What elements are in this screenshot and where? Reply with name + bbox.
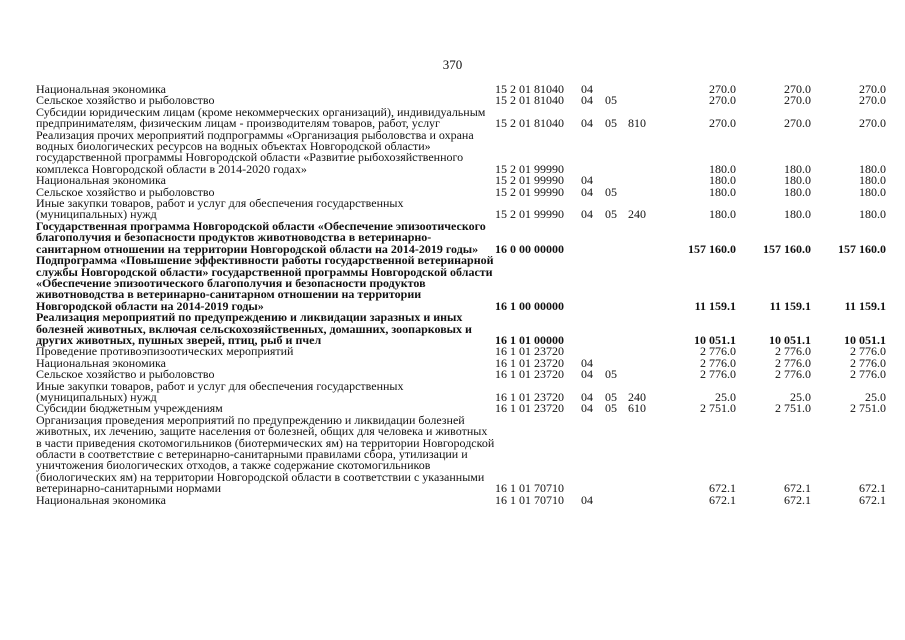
expense-type-code: 610 bbox=[628, 401, 646, 416]
amount-year-2: 2 751.0 bbox=[775, 401, 811, 416]
amount-year-3: 10 051.1 bbox=[844, 332, 886, 347]
subsection-code: 05 bbox=[605, 207, 617, 222]
subsection-code: 05 bbox=[605, 401, 617, 416]
amount-year-2: 672.1 bbox=[784, 481, 811, 496]
amount-year-2: 10 051.1 bbox=[769, 332, 811, 347]
row-name: Реализация прочих мероприятий подпрограммы «Организация рыболовства и охрана водных биологических ресурсов на водных объектах Новгородской области» государственной программы Новгородской области «Развитие рыбохозяйственного комплекса Новгородской области в 2014-2020 годах» bbox=[36, 127, 474, 176]
section-code: 04 bbox=[581, 173, 593, 188]
section-code bbox=[581, 221, 605, 255]
amount-year-2: 180.0 bbox=[784, 173, 811, 188]
table-row bbox=[36, 495, 886, 506]
amount-year-1: 11 159.1 bbox=[694, 298, 736, 313]
amount-year-1: 672.1 bbox=[709, 481, 736, 496]
amount-year-3: 11 159.1 bbox=[844, 298, 886, 313]
expense-type-code bbox=[628, 221, 661, 255]
amount-year-2: 180.0 bbox=[784, 161, 811, 176]
row-name: Национальная экономика bbox=[36, 173, 166, 188]
amount-year-3: 180.0 bbox=[859, 207, 886, 222]
table-row bbox=[36, 415, 886, 495]
section-code: 04 bbox=[581, 184, 593, 199]
row-name: Национальная экономика bbox=[36, 355, 166, 370]
section-code: 04 bbox=[581, 116, 593, 131]
subsection-code bbox=[605, 312, 628, 346]
amount-year-3: 2 776.0 bbox=[850, 367, 886, 382]
table-row bbox=[36, 130, 886, 176]
amount-year-1: 2 776.0 bbox=[700, 344, 736, 359]
amount-year-1: 180.0 bbox=[709, 161, 736, 176]
amount-year-1: 2 751.0 bbox=[700, 401, 736, 416]
expense-type-code: 240 bbox=[628, 389, 646, 404]
amount-year-2: 11 159.1 bbox=[769, 298, 811, 313]
row-name: Реализация мероприятий по предупреждению и ликвидации заразных и иных болезней животных, включая сельскохозяйственных, домашних, зоопарковых и других животных, пушных зверей, птиц, рыб и пчел bbox=[36, 310, 472, 347]
expense-type-code bbox=[628, 358, 661, 369]
row-name: Субсидии юридическим лицам (кроме некоммерческих организаций), индивидуальным предпринимателям, физическим лицам - производителям товаров, работ, услуг bbox=[36, 104, 486, 131]
amount-year-2: 180.0 bbox=[784, 184, 811, 199]
section-code: 04 bbox=[581, 355, 593, 370]
amount-year-2: 2 776.0 bbox=[775, 355, 811, 370]
target-article-code: 15 2 01 99990 bbox=[495, 207, 564, 222]
row-name: Сельское хозяйство и рыболовство bbox=[36, 93, 215, 108]
table-row bbox=[36, 255, 886, 312]
amount-year-3: 672.1 bbox=[859, 492, 886, 507]
target-article-code: 15 2 01 81040 bbox=[495, 116, 564, 131]
row-name: Иные закупки товаров, работ и услуг для обеспечения государственных (муниципальных) нужд bbox=[36, 196, 404, 222]
table-row bbox=[36, 198, 886, 221]
expense-type-code bbox=[628, 255, 661, 312]
target-article-code: 16 1 01 23720 bbox=[495, 344, 564, 359]
amount-year-3: 270.0 bbox=[859, 82, 886, 96]
amount-year-1: 270.0 bbox=[709, 82, 736, 96]
amount-year-1: 270.0 bbox=[709, 116, 736, 131]
expense-type-code bbox=[628, 495, 661, 506]
amount-year-3: 180.0 bbox=[859, 173, 886, 188]
amount-year-1: 270.0 bbox=[709, 93, 736, 108]
amount-year-3: 180.0 bbox=[859, 161, 886, 176]
row-name: Подпрограмма «Повышение эффективности работы государственной ветеринарной службы Новгородской области» государственной программы Новгородской области «Обеспечение эпизоотического благополучия и безопасности продуктов животноводства в ветеринарно-санитарном отношении на территории Новгородской области на 2014-2019 годы» bbox=[36, 253, 494, 313]
section-code: 04 bbox=[581, 207, 593, 222]
amount-year-3: 2 776.0 bbox=[850, 355, 886, 370]
target-article-code: 16 1 01 70710 bbox=[495, 481, 564, 496]
amount-year-2: 180.0 bbox=[784, 207, 811, 222]
subsection-code bbox=[605, 255, 628, 312]
row-name: Сельское хозяйство и рыболовство bbox=[36, 184, 215, 199]
section-code: 04 bbox=[581, 367, 593, 382]
section-code: 04 bbox=[581, 401, 593, 416]
target-article-code: 15 2 01 81040 bbox=[495, 82, 564, 96]
subsection-code: 05 bbox=[605, 184, 617, 199]
expense-type-code bbox=[628, 346, 661, 357]
row-name: Государственная программа Новгородской области «Обеспечение эпизоотического благополучия и безопасности продуктов животноводства в ветеринарно-санитарном отношении на территории Новгородской области на 2014-2019 годы» bbox=[36, 218, 486, 256]
amount-year-2: 25.0 bbox=[790, 389, 811, 404]
amount-year-1: 672.1 bbox=[709, 492, 736, 507]
amount-year-1: 25.0 bbox=[715, 389, 736, 404]
table-row bbox=[36, 221, 886, 255]
amount-year-3: 2 751.0 bbox=[850, 401, 886, 416]
target-article-code: 16 0 00 00000 bbox=[495, 241, 564, 256]
amount-year-1: 157 160.0 bbox=[688, 241, 736, 256]
subsection-code bbox=[605, 415, 628, 495]
section-code bbox=[581, 130, 605, 176]
expense-type-code: 240 bbox=[628, 207, 646, 222]
subsection-code: 05 bbox=[605, 93, 617, 108]
target-article-code: 16 1 01 23720 bbox=[495, 401, 564, 416]
amount-year-1: 2 776.0 bbox=[700, 367, 736, 382]
section-code: 04 bbox=[581, 492, 593, 507]
expense-type-code bbox=[628, 95, 661, 106]
expense-type-code bbox=[628, 415, 661, 495]
amount-year-2: 157 160.0 bbox=[763, 241, 811, 256]
target-article-code: 15 2 01 99990 bbox=[495, 161, 564, 176]
row-name: Национальная экономика bbox=[36, 492, 166, 507]
expense-type-code bbox=[628, 175, 661, 186]
row-name: Проведение противоэпизоотических мероприятий bbox=[36, 344, 294, 359]
table-row bbox=[36, 381, 886, 404]
expense-type-code bbox=[628, 187, 661, 198]
target-article-code: 15 2 01 99990 bbox=[495, 173, 564, 188]
amount-year-3: 25.0 bbox=[865, 389, 886, 404]
target-article-code: 16 1 01 23720 bbox=[495, 355, 564, 370]
amount-year-2: 2 776.0 bbox=[775, 367, 811, 382]
amount-year-1: 180.0 bbox=[709, 173, 736, 188]
subsection-code: 05 bbox=[605, 116, 617, 131]
target-article-code: 16 1 01 23720 bbox=[495, 367, 564, 382]
target-article-code: 16 1 01 00000 bbox=[495, 332, 564, 347]
section-code bbox=[581, 415, 605, 495]
section-code: 04 bbox=[581, 389, 593, 404]
amount-year-1: 2 776.0 bbox=[700, 355, 736, 370]
row-name: Национальная экономика bbox=[36, 82, 166, 96]
amount-year-3: 180.0 bbox=[859, 184, 886, 199]
expense-type-code bbox=[628, 130, 661, 176]
budget-table bbox=[36, 84, 886, 506]
expense-type-code: 810 bbox=[628, 116, 646, 131]
section-code: 04 bbox=[581, 82, 593, 96]
target-article-code: 15 2 01 81040 bbox=[495, 93, 564, 108]
amount-year-2: 2 776.0 bbox=[775, 344, 811, 359]
expense-type-code bbox=[628, 84, 661, 95]
subsection-code bbox=[605, 495, 628, 506]
amount-year-1: 180.0 bbox=[709, 207, 736, 222]
row-name: Иные закупки товаров, работ и услуг для обеспечения государственных (муниципальных) нужд bbox=[36, 378, 404, 404]
amount-year-1: 10 051.1 bbox=[694, 332, 736, 347]
subsection-code: 05 bbox=[605, 367, 617, 382]
target-article-code: 15 2 01 99990 bbox=[495, 184, 564, 199]
target-article-code: 16 1 01 23720 bbox=[495, 389, 564, 404]
amount-year-2: 672.1 bbox=[784, 492, 811, 507]
amount-year-1: 180.0 bbox=[709, 184, 736, 199]
page-number: 370 bbox=[442, 57, 463, 72]
table-row bbox=[36, 107, 886, 130]
amount-year-3: 2 776.0 bbox=[850, 344, 886, 359]
row-name: Организация проведения мероприятий по предупреждению и ликвидации болезней животных, их лечению, защите населения от болезней, общих для человека и животных в части приведения скотомогильников (биотермических ям) на территории Новгородской области в соответствие с ветеринарно-санитарными правилами сбора, утилизации и уничтожения биологических отходов, а также содержание скотомогильников (биологических ям) на территории Новгородской области в соответствии с указанными ветеринарно-санитарными нормами bbox=[36, 412, 495, 496]
amount-year-3: 157 160.0 bbox=[838, 241, 886, 256]
subsection-code bbox=[605, 130, 628, 176]
table-body bbox=[36, 84, 886, 506]
amount-year-3: 270.0 bbox=[859, 116, 886, 131]
expense-type-code bbox=[628, 312, 661, 346]
section-code bbox=[581, 255, 605, 312]
target-article-code: 16 1 01 70710 bbox=[495, 492, 564, 507]
target-article-code: 16 1 00 00000 bbox=[495, 298, 564, 313]
subsection-code bbox=[605, 221, 628, 255]
section-code: 04 bbox=[581, 93, 593, 108]
amount-year-3: 672.1 bbox=[859, 481, 886, 496]
subsection-code: 05 bbox=[605, 389, 617, 404]
row-name: Сельское хозяйство и рыболовство bbox=[36, 367, 215, 382]
row-name: Субсидии бюджетным учреждениям bbox=[36, 401, 223, 416]
section-code bbox=[581, 312, 605, 346]
table-row bbox=[36, 312, 886, 346]
amount-year-2: 270.0 bbox=[784, 116, 811, 131]
amount-year-3: 270.0 bbox=[859, 93, 886, 108]
amount-year-2: 270.0 bbox=[784, 93, 811, 108]
amount-year-2: 270.0 bbox=[784, 82, 811, 96]
subsection-code bbox=[605, 346, 628, 357]
expense-type-code bbox=[628, 369, 661, 380]
